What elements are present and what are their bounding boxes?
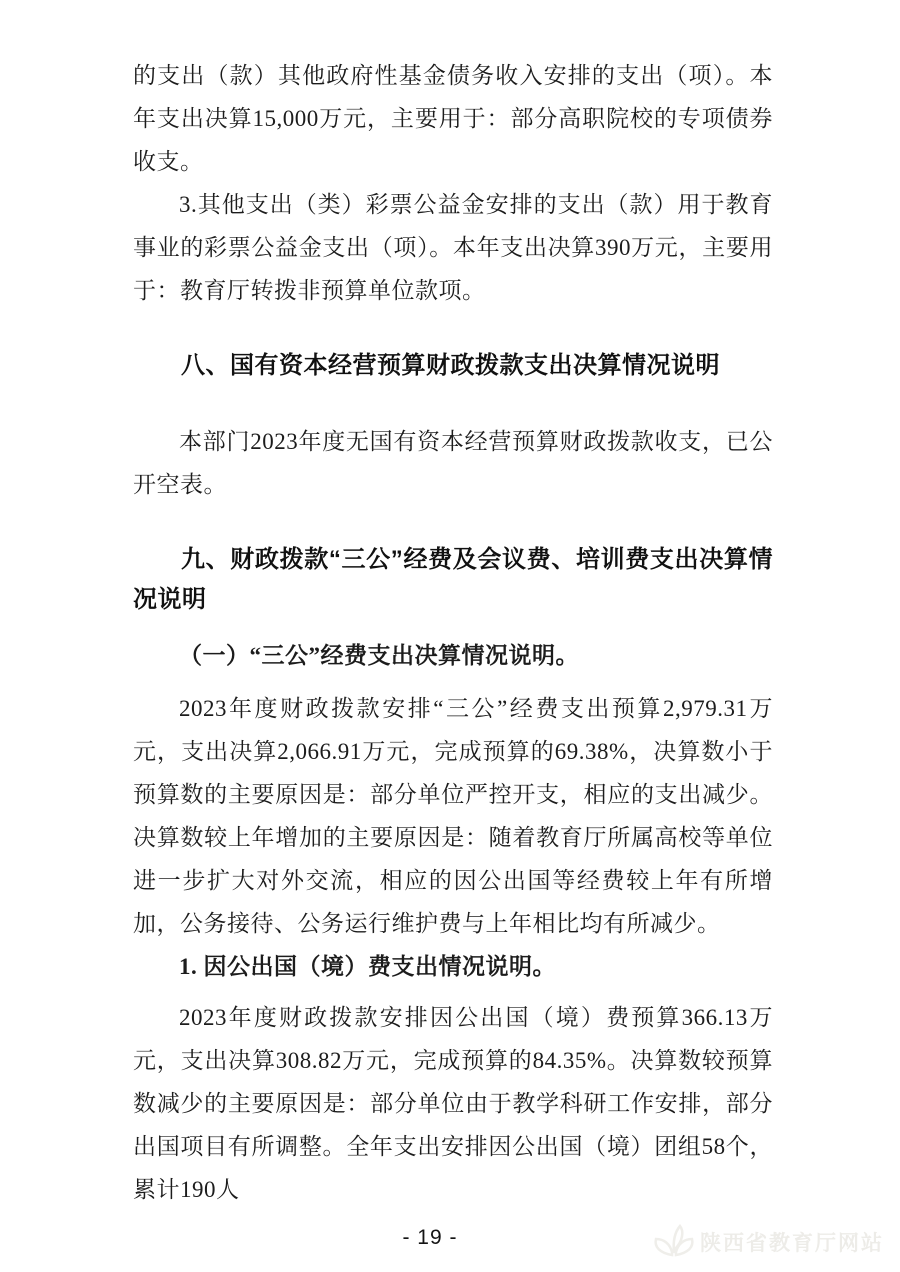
subsection-heading-three-public-summary: （一）“三公”经费支出决算情况说明。: [179, 643, 579, 668]
page-footer: [110, 1226, 750, 1250]
subsection-heading-overseas-travel: 1. 因公出国（境）费支出情况说明。: [179, 954, 556, 979]
paragraph-three-public-summary: 2023年度财政拨款安排“三公”经费支出预算2,979.31万元，支出决算2,066.91万元，完成预算的69.38%，决算数小于预算数的主要原因是：部分单位严控开支，相应的支出减少。决算数较上年增加的主要原因是：随着教育厅所属高校等单位进一步扩大对外交流，相应的因公出国等经费较上年有所增加，公务接待、公务运行维护费与上年相比均有所减少。: [133, 696, 773, 936]
paragraph-overseas-travel-detail: 2023年度财政拨款安排因公出国（境）费预算366.13万元，支出决算308.82万元，完成预算的84.35%。决算数较预算数减少的主要原因是：部分单位由于教学科研工作安排，部分出国项目有所调整。全年支出安排因公出国（境）团组58个，累计190人: [133, 1005, 773, 1202]
section-heading-three-public-funds: 九、财政拨款“三公”经费及会议费、培训费支出决算情况说明: [133, 546, 773, 613]
paragraph-state-capital-empty-table: 本部门2023年度无国有资本经营预算财政拨款收支，已公开空表。: [133, 429, 773, 497]
watermark-text: 陕西省教育厅网站: [700, 1230, 884, 1255]
section-heading-state-capital: 八、国有资本经营预算财政拨款支出决算情况说明: [181, 352, 720, 379]
paragraph-lottery-fund: 3.其他支出（类）彩票公益金安排的支出（款）用于教育事业的彩票公益金支出（项）。本年支出决算390万元，主要用于：教育厅转拨非预算单位款项。: [133, 192, 773, 303]
paragraph-debt-expenditure-continuation: 的支出（款）其他政府性基金债务收入安排的支出（项）。本年支出决算15,000万元，主要用于：部分高职院校的专项债券收支。: [133, 63, 773, 174]
page-number: - 19 -: [402, 1226, 458, 1249]
document-body: [133, 54, 773, 1211]
